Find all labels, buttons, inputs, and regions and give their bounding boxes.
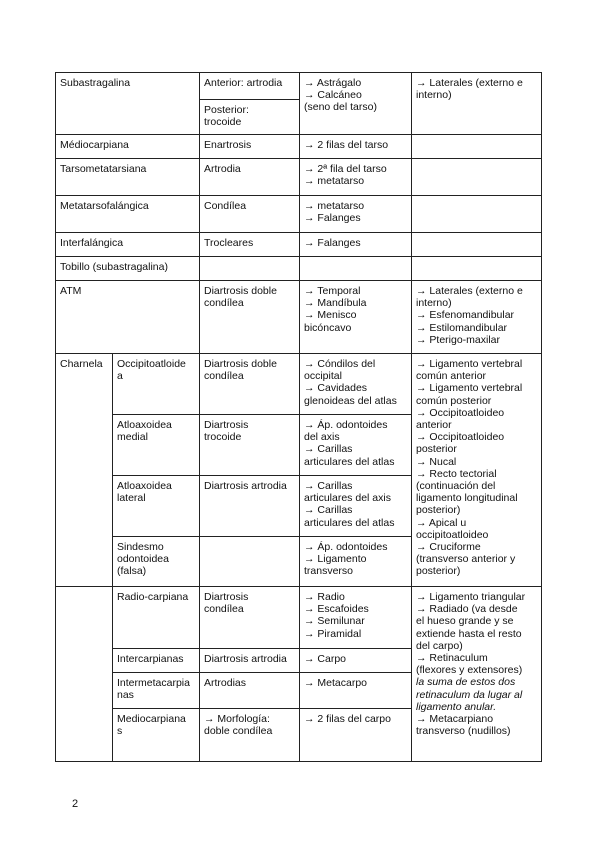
text-line: interno) xyxy=(416,297,452,310)
row-carpo-1 xyxy=(56,587,542,649)
text-line: → 2 filas del carpo xyxy=(304,713,391,725)
text-line: → Morfología: xyxy=(204,713,270,725)
joint-type: Condílea xyxy=(200,196,300,233)
text-line: bicóncavo xyxy=(304,321,352,334)
joint-type xyxy=(200,476,300,537)
text-line: lateral xyxy=(117,492,146,505)
text-line: posterior) xyxy=(416,504,461,517)
text-line: articulares del atlas xyxy=(304,455,395,468)
joint-ligaments xyxy=(412,354,542,587)
text-line: Atloaxoidea xyxy=(117,480,172,492)
text-line: posterior) xyxy=(416,565,461,578)
row-atm xyxy=(56,281,542,354)
joint-ligaments xyxy=(412,159,542,196)
text-line: condílea xyxy=(204,370,244,383)
joint-name xyxy=(113,537,200,587)
row-metatarsofalangica xyxy=(56,196,542,233)
text-line: → Radiado (va desde xyxy=(416,603,518,616)
text-line: articulares del atlas xyxy=(304,516,395,529)
joint-name xyxy=(113,709,200,762)
text-line: → Piramidal xyxy=(304,627,362,640)
joint-bones xyxy=(300,415,412,476)
group-name xyxy=(56,587,113,762)
text-line: (flexores y extensores) xyxy=(416,664,523,677)
joint-ligaments xyxy=(412,196,542,233)
text-line: (falsa) xyxy=(117,565,147,578)
text-line: interno) xyxy=(416,89,452,102)
text-line: común anterior xyxy=(416,370,487,383)
joint-name xyxy=(113,476,200,537)
text-line: Mediocarpiana xyxy=(117,713,186,725)
joint-type xyxy=(200,281,300,354)
text-line: → Cóndilos del xyxy=(304,358,376,370)
joint-bones xyxy=(300,257,412,281)
text-line: (seno del tarso) xyxy=(304,101,377,114)
text-line: trocoide xyxy=(204,116,242,129)
joint-bones xyxy=(300,587,412,649)
text-line: → Cruciforme xyxy=(416,541,481,554)
text-line: Atloaxoidea xyxy=(117,419,172,431)
text-line: → Escafoides xyxy=(304,603,369,616)
text-line: ligamento longitudinal xyxy=(416,492,518,505)
text-line: → Cavidades xyxy=(304,382,368,395)
text-line: condílea xyxy=(204,297,244,310)
text-line: Radio-carpiana xyxy=(117,591,189,603)
joint-type xyxy=(200,257,300,281)
text-line: → Carillas xyxy=(304,443,353,456)
row-interfalangica xyxy=(56,233,542,257)
text-line: → 2 filas del tarso xyxy=(304,139,389,151)
ligaments-list xyxy=(416,713,537,737)
text-line: → Ligamento xyxy=(304,553,367,566)
joint-type xyxy=(200,673,300,709)
ligaments-note xyxy=(416,676,537,713)
text-line: → Semilunar xyxy=(304,615,365,628)
row-mediocarpiana xyxy=(56,135,542,159)
text-line: → Falanges xyxy=(304,212,361,225)
text-line: → Metacarpiano xyxy=(416,713,494,726)
text-line: Diartrosis xyxy=(204,591,249,603)
joint-name: Metatarsofalángica xyxy=(56,196,200,233)
text-line: condílea xyxy=(204,603,244,616)
text-line: → Astrágalo xyxy=(304,77,362,89)
text-line: Diartrosis artrodia xyxy=(204,480,287,492)
joint-bones xyxy=(300,233,412,257)
text-line: odontoidea xyxy=(117,553,169,566)
text-line: extiende hasta el resto xyxy=(416,627,522,640)
text-line: → Temporal xyxy=(304,285,361,297)
page-number: 2 xyxy=(72,798,79,810)
text-line: nas xyxy=(117,689,134,702)
joint-name: Tarsometatarsiana xyxy=(56,159,200,196)
text-line: occipitoatloideo xyxy=(416,528,489,541)
joint-type xyxy=(200,100,300,135)
text-line: articulares del axis xyxy=(304,492,391,505)
text-line: transverso xyxy=(304,565,354,578)
text-line: del axis xyxy=(304,431,340,444)
text-line: → Mandíbula xyxy=(304,297,367,310)
group-name: Charnela xyxy=(56,354,113,587)
text-line: → Apical u xyxy=(416,516,467,529)
joint-bones xyxy=(300,537,412,587)
text-line: → Falanges xyxy=(304,237,361,249)
joint-ligaments xyxy=(412,135,542,159)
text-line: → Pterigo-maxilar xyxy=(416,333,501,346)
text-line: Sindesmo xyxy=(117,541,164,553)
text-line: (continuación del xyxy=(416,480,496,493)
text-line: glenoideas del atlas xyxy=(304,394,397,407)
text-line: → Esfenomandibular xyxy=(416,309,515,322)
text-line: → 2ª fila del tarso xyxy=(304,163,387,175)
text-line: común posterior xyxy=(416,394,492,407)
text-line: → Áp. odontoides xyxy=(304,419,388,431)
text-line: retinaculum da lugar al xyxy=(416,688,523,701)
joint-type: Trocleares xyxy=(200,233,300,257)
text-line: (transverso anterior y xyxy=(416,553,516,566)
joint-ligaments xyxy=(412,587,542,762)
text-line: → Nucal xyxy=(416,455,457,468)
joint-ligaments xyxy=(412,233,542,257)
joint-name xyxy=(113,673,200,709)
text-line: Artrodias xyxy=(204,677,247,689)
row-subastragalina xyxy=(56,73,542,100)
text-line: → Laterales (externo e xyxy=(416,77,523,89)
joint-type: Anterior: artrodia xyxy=(200,73,300,100)
joint-ligaments xyxy=(412,257,542,281)
joint-type xyxy=(200,649,300,673)
joint-bones xyxy=(300,73,412,135)
text-line: → metatarso xyxy=(304,175,365,188)
joint-name: Interfalángica xyxy=(56,233,200,257)
row-charnela-1 xyxy=(56,354,542,415)
text-line: → Recto tectorial xyxy=(416,467,497,480)
text-line: posterior xyxy=(416,443,457,456)
text-line: del carpo) xyxy=(416,639,463,652)
text-line: → Estilomandibular xyxy=(416,321,508,334)
text-line: → Radio xyxy=(304,591,345,603)
text-line: → Retinaculum xyxy=(416,652,488,665)
joint-name xyxy=(113,354,200,415)
text-line: anterior xyxy=(416,419,452,432)
text-line: → Occipitoatloideo xyxy=(416,406,505,419)
joint-type xyxy=(200,587,300,649)
text-line: Occipitoatloide xyxy=(117,358,186,370)
joint-type: Artrodia xyxy=(200,159,300,196)
joint-name xyxy=(113,649,200,673)
text-line: Diartrosis doble xyxy=(204,358,277,370)
joint-type: Enartrosis xyxy=(200,135,300,159)
text-line: Intermetacarpia xyxy=(117,677,190,689)
row-tobillo xyxy=(56,257,542,281)
text-line: → Metacarpo xyxy=(304,677,368,689)
text-line: doble condílea xyxy=(204,725,273,738)
text-line: → Calcáneo xyxy=(304,89,362,102)
text-line: ligamento anular. xyxy=(416,700,497,713)
joint-ligaments xyxy=(412,281,542,354)
joint-name: ATM xyxy=(56,281,200,354)
text-line: → Carillas xyxy=(304,504,353,517)
joint-bones xyxy=(300,354,412,415)
text-line: → Carpo xyxy=(304,653,347,665)
joint-bones xyxy=(300,196,412,233)
row-tarsometatarsiana xyxy=(56,159,542,196)
text-line: Posterior: xyxy=(204,104,249,116)
text-line: → Ligamento vertebral xyxy=(416,382,523,395)
joint-bones xyxy=(300,649,412,673)
joint-bones xyxy=(300,159,412,196)
joint-name xyxy=(113,415,200,476)
text-line: Diartrosis xyxy=(204,419,249,431)
joint-type xyxy=(200,354,300,415)
text-line: a xyxy=(117,370,123,383)
text-line: Diartrosis artrodia xyxy=(204,653,287,665)
text-line: → Ligamento vertebral xyxy=(416,358,523,370)
text-line: → Carillas xyxy=(304,480,353,492)
joint-bones xyxy=(300,476,412,537)
joint-type xyxy=(200,709,300,762)
joint-bones xyxy=(300,281,412,354)
text-line: occipital xyxy=(304,370,342,383)
text-line: Intercarpianas xyxy=(117,653,184,665)
text-line: s xyxy=(117,725,123,738)
joints-table xyxy=(55,72,542,762)
text-line: Diartrosis doble xyxy=(204,285,277,297)
text-line: → Occipitoatloideo xyxy=(416,431,505,444)
text-line: transverso (nudillos) xyxy=(416,725,511,738)
joint-bones xyxy=(300,135,412,159)
text-line: → metatarso xyxy=(304,200,365,212)
joint-ligaments xyxy=(412,73,542,135)
text-line: → Menisco xyxy=(304,309,357,322)
joint-name: Tobillo (subastragalina) xyxy=(56,257,200,281)
ligaments-list xyxy=(416,591,537,676)
joint-bones xyxy=(300,673,412,709)
text-line: medial xyxy=(117,431,148,444)
text-line: trocoide xyxy=(204,431,242,444)
text-line: la suma de estos dos xyxy=(416,676,516,689)
joint-name: Subastragalina xyxy=(56,73,200,135)
joint-bones xyxy=(300,709,412,762)
text-line: → Laterales (externo e xyxy=(416,285,523,297)
joint-type xyxy=(200,537,300,587)
joint-name xyxy=(113,587,200,649)
text-line: el hueso grande y se xyxy=(416,615,514,628)
joint-name: Médiocarpiana xyxy=(56,135,200,159)
text-line: → Áp. odontoides xyxy=(304,541,388,553)
text-line: → Ligamento triangular xyxy=(416,591,526,603)
joint-type xyxy=(200,415,300,476)
